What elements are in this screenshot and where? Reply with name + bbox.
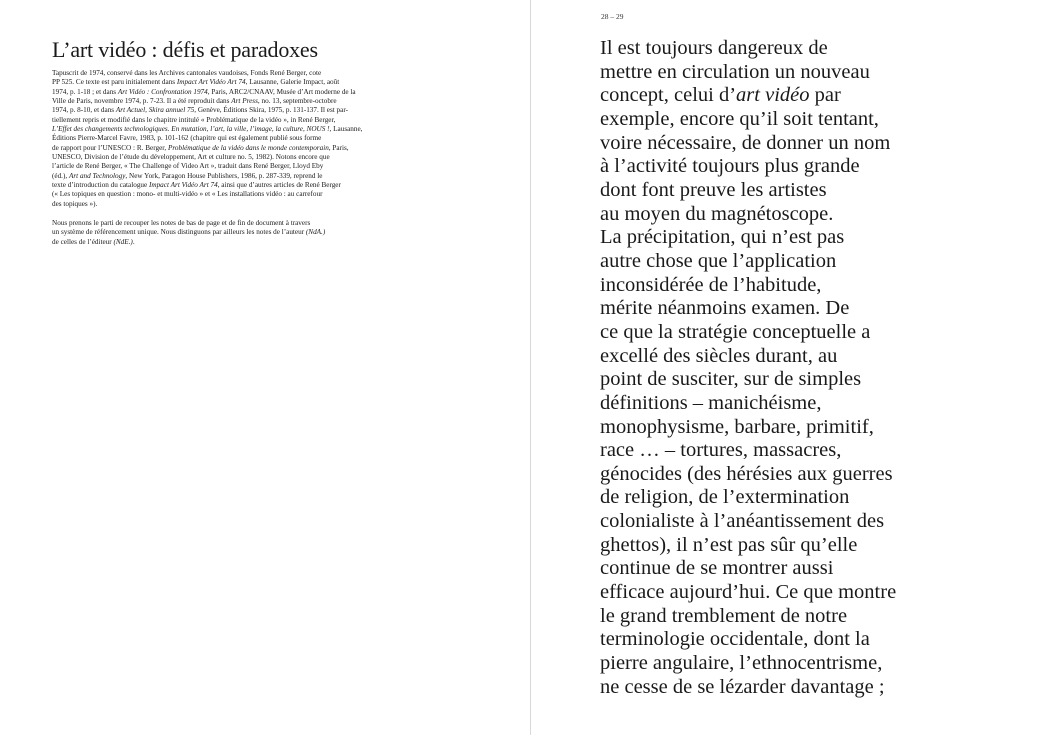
italic-title: Art and Technology	[68, 171, 126, 180]
text-line: 1974, p. 1-18 ; et dans Art Vidéo : Confrontation 1974, Paris, ARC2/CNAAV, Musée d’Art moderne de la	[52, 87, 356, 96]
text-line: (« Les topiques en question : mono- et multi-vidéo » et « Les installations vidéo : au carrefour	[52, 190, 323, 199]
text-line: de rapport pour l’UNESCO : R. Berger, Problématique de la vidéo dans le monde contemporain, Paris,	[52, 143, 349, 152]
right-page	[531, 0, 1059, 735]
italic-title: Impact Art Vidéo Art 74	[176, 78, 246, 87]
text-line: PP 525. Ce texte est paru initialement dans Impact Art Vidéo Art 74, Lausanne, Galerie Impact, août	[52, 78, 340, 87]
italic-title: (NdE.)	[113, 237, 133, 246]
text-line: texte d’introduction du catalogue Impact Art Vidéo Art 74, ainsi que d’autres articles de René Berger	[52, 181, 341, 190]
text-line: Il est toujours dangereux de	[600, 37, 828, 59]
text-line: pierre angulaire, l’ethnocentrisme,	[600, 652, 883, 675]
text-line: des topiques »).	[52, 199, 98, 208]
editorial-note	[52, 219, 374, 247]
text-line: race … – tortures, massacres,	[600, 439, 842, 462]
italic-title: L’Effet des changements technologiques. En mutation, l’art, la ville, l’image, la culture, NOUS !	[52, 125, 330, 134]
text-line: génocides (des hérésies aux guerres	[600, 462, 893, 485]
text-line: efficace aujourd’hui. Ce que montre	[600, 581, 897, 604]
text-line: inconsidérée de l’habitude,	[600, 273, 822, 296]
text-line: tiellement repris et modifié dans le chapitre intitulé « Problématique de la vidéo », in René Berger,	[52, 115, 336, 124]
text-line: au moyen du magnétoscope.	[600, 202, 834, 225]
italic-title: Impact Art Vidéo Art 74	[149, 181, 218, 190]
text-line: concept, celui d’art vidéo par	[600, 84, 841, 107]
chapter-title: L’art vidéo : défis et paradoxes	[52, 37, 318, 62]
text-line: UNESCO, Division de l’étude du développement, Art et culture no. 5, 1982). Notons encore que	[52, 153, 330, 162]
text-line: autre chose que l’application	[600, 249, 837, 272]
italic-title: Art Vidéo : Confrontation 1974	[117, 87, 208, 96]
text-line: ghettos), il n’est pas sûr qu’elle	[600, 533, 858, 556]
text-line: de celles de l’éditeur (NdE.).	[52, 237, 135, 246]
text-line: La précipitation, qui n’est pas	[600, 226, 845, 249]
text-line: Nous prenons le parti de recouper les notes de bas de page et de fin de document à travers	[52, 219, 311, 227]
text-line: 1974, p. 8-10, et dans Art Actuel, Skira annuel 75, Genève, Éditions Skira, 1975, p. 131-137. Il est par-	[52, 106, 348, 115]
italic-title: Art Press	[231, 97, 258, 106]
text-line: à l’activité toujours plus grande	[600, 155, 860, 178]
text-line: définitions – manichéisme,	[600, 391, 822, 414]
text-line: dont font preuve les artistes	[600, 178, 827, 201]
text-line: voire nécessaire, de donner un nom	[600, 131, 891, 154]
text-line: mérite néanmoins examen. De	[600, 297, 850, 320]
text-line: Ville de Paris, novembre 1974, p. 7-23. Il a été reproduit dans Art Press, no. 13, septembre-octobre	[52, 97, 337, 106]
text-line: ce que la stratégie conceptuelle a	[600, 320, 871, 343]
text-line: Tapuscrit de 1974, conservé dans les Archives cantonales vaudoises, Fonds René Berger, cote	[52, 69, 322, 77]
italic-title: art vidéo	[736, 84, 810, 107]
text-line: l’article de René Berger, « The Challenge of Video Art », traduit dans René Berger, Lloyd Eby	[52, 162, 324, 171]
italic-title: Problématique de la vidéo dans le monde contemporain	[167, 143, 329, 152]
text-line: L’Effet des changements technologiques. En mutation, l’art, la ville, l’image, la culture, NOUS !, Lausanne,	[52, 125, 363, 134]
text-line: excellé des siècles durant, au	[600, 344, 838, 367]
text-line: ne cesse de se lézarder davantage ;	[600, 675, 885, 698]
source-note	[52, 69, 374, 209]
text-line: continue de se montrer aussi	[600, 557, 834, 580]
italic-title: Art Actuel, Skira annuel 75	[115, 106, 195, 115]
text-line: (éd.), Art and Technology, New York, Paragon House Publishers, 1986, p. 287-339, reprend le	[52, 171, 323, 180]
text-line: colonialiste à l’anéantissement des	[600, 510, 885, 533]
text-line: point de susciter, sur de simples	[600, 368, 862, 391]
text-line: mettre en circulation un nouveau	[600, 60, 870, 83]
body-text	[600, 37, 1040, 699]
text-line: le grand tremblement de notre	[600, 604, 848, 627]
text-line: exemple, encore qu’il soit tentant,	[600, 107, 879, 130]
text-line: Éditions Pierre-Marcel Favre, 1983, p. 101-162 (chapitre qui est également publié sous forme	[52, 134, 322, 143]
text-line: un système de référencement unique. Nous distinguons par ailleurs les notes de l’auteur (NdA.)	[52, 228, 326, 237]
text-line: monophysisme, barbare, primitif,	[600, 415, 874, 438]
text-line: terminologie occidentale, dont la	[600, 628, 870, 651]
page-number: 28 – 29	[601, 12, 624, 21]
text-line: de religion, de l’extermination	[600, 486, 850, 509]
italic-title: (NdA.)	[305, 228, 326, 237]
